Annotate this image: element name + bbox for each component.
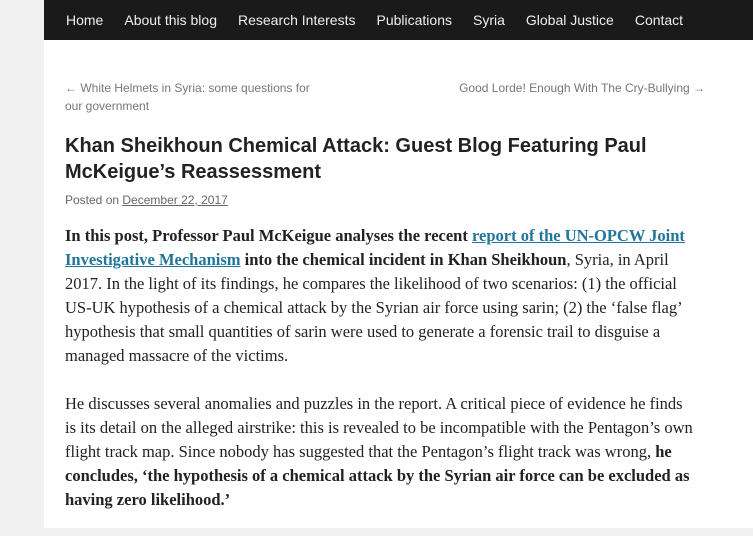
nav-research-interests[interactable]: Research Interests <box>237 12 356 28</box>
post-meta <box>65 191 705 209</box>
nav-contact[interactable]: Contact <box>634 12 684 28</box>
anomalies-text: He discusses several anomalies and puzzles in the report. A critical piece of evidence he finds is its detail on the alleged airstrike: this is revealed to be incompatible with the Pentagon’s own flight track map. Since nobody has suggested that the Pentagon’s flight track was wrong, <box>65 394 693 461</box>
conclusion-bold: he concludes, ‘the hypothesis of a chemical attack by the Syrian air force can be excluded as having zero likelihood.’ <box>65 442 690 509</box>
intro-bold-tail: into the chemical incident in Khan Sheikhoun <box>240 250 567 269</box>
post-title: Khan Sheikhoun Chemical Attack: Guest Blog Featuring Paul McKeigue’s Reassessment <box>65 135 647 183</box>
nav-about[interactable]: About this blog <box>124 12 217 28</box>
nav-publications[interactable]: Publications <box>376 12 452 28</box>
page <box>44 0 753 528</box>
jim-report-link[interactable]: report of the UN-OPCW Joint Investigative Mechanism <box>65 226 685 269</box>
post-content <box>65 224 697 536</box>
intro-bold-lead: In this post, Professor Paul McKeigue analyses the recent <box>65 226 472 245</box>
nav-home[interactable]: Home <box>66 12 104 28</box>
paragraph-intro <box>65 224 697 368</box>
nav-syria[interactable]: Syria <box>472 12 505 28</box>
paragraph-anomalies <box>65 392 697 512</box>
posted-on-label: Posted on <box>65 193 120 207</box>
next-post-link[interactable]: Good Lorde! Enough With The Cry-Bullying → <box>459 81 705 95</box>
previous-post-link[interactable]: ← White Helmets in Syria: some questions for our government <box>65 81 310 113</box>
main-nav <box>44 0 753 40</box>
nav-global-justice[interactable]: Global Justice <box>525 12 614 28</box>
intro-text: , Syria, in April 2017. In the light of its findings, he compares the likelihood of two scenarios: (1) the official US-UK hypothesis of a chemical attack by the Syrian air force using sarin; (2) the ‘false flag’ hypothesis that small quantities of sarin were used to generate a forensic trail to disguise a managed massacre of the victims. <box>65 250 682 365</box>
post-date-link[interactable]: December 22, 2017 <box>122 193 228 207</box>
